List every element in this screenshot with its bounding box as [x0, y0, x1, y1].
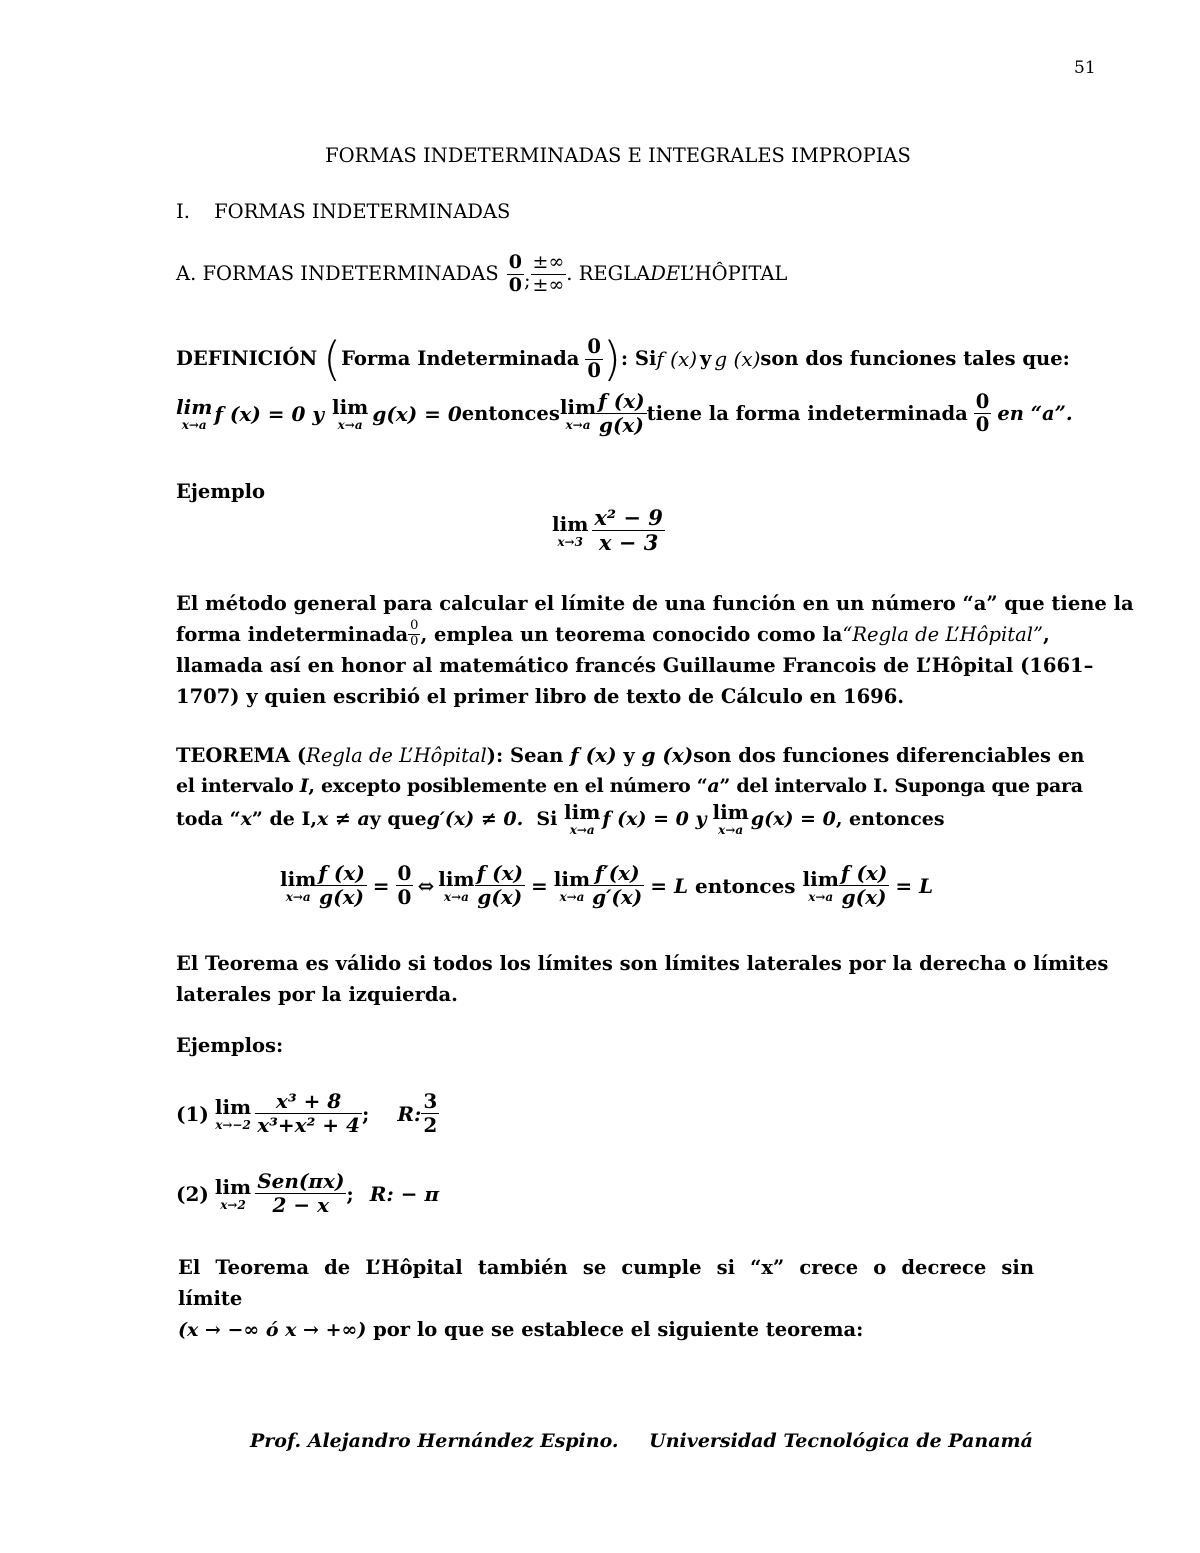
- theorem-label-italic: Regla de L’Hôpital: [306, 744, 487, 767]
- text-span: ,: [1042, 623, 1050, 646]
- limit-operator: lim x→a: [280, 866, 317, 904]
- paragraph-line: El método general para calcular el límite de una función en un número “a” que tiene la: [176, 592, 1134, 615]
- paragraph-line: llamada así en honor al matemático francés Guillaume Francois de L’Hôpital (1661–: [176, 654, 1094, 677]
- definition-tiene: tiene la forma indeterminada: [646, 401, 968, 425]
- text-span: Si: [523, 807, 564, 830]
- limit-operator: lim x→−2: [214, 1094, 252, 1132]
- theorem-y: y: [616, 744, 642, 767]
- limit-operator: lim x→a: [438, 866, 475, 904]
- theorem-block: [176, 740, 1085, 837]
- definition-f: f (x): [656, 347, 698, 371]
- quotient-fraction: $\frac{f (x)}{g(x)}$: [598, 389, 645, 437]
- subsection-heading: [176, 252, 787, 297]
- limit-operator: lim x→3: [552, 511, 589, 549]
- equals-L: = L: [650, 873, 689, 898]
- example-item-2: [176, 1170, 439, 1217]
- limit-operator: lim x→a: [553, 866, 591, 904]
- answer-value: − π: [393, 1181, 440, 1206]
- equals-sign: =: [531, 873, 548, 898]
- paragraph-infinity: [178, 1252, 1048, 1346]
- example-formula: [552, 506, 665, 555]
- definition-line-1: [176, 332, 1070, 386]
- theorem-line-1: [176, 740, 1085, 771]
- limit-expression: g(x) = 0: [750, 807, 836, 830]
- example-index: (2): [176, 1181, 209, 1206]
- subsection-de: DE: [650, 262, 681, 286]
- fraction-zero-zero: $\frac{0}{0}$: [508, 251, 522, 296]
- text-span: toda “: [176, 807, 241, 830]
- limit-expression: g(x) = 0: [372, 401, 462, 426]
- footer: [250, 1430, 1033, 1452]
- definition-rest: son dos funciones tales que:: [760, 347, 1070, 370]
- section-roman: I.: [176, 200, 190, 223]
- fraction-inf-inf: $\frac{\pm\infty}{\pm\infty}$: [532, 251, 565, 296]
- iff-sign: ⇔: [417, 873, 435, 898]
- definition-fraction: $\frac{0}{0}$: [587, 335, 601, 382]
- limit-operator: lim x→a: [564, 800, 601, 837]
- example-index: (1): [176, 1101, 209, 1126]
- text-span: , emplea un teorema conocido como la: [420, 623, 843, 646]
- semicolon: ;: [346, 1181, 354, 1206]
- paragraph-line: laterales por la izquierda.: [176, 983, 458, 1006]
- limit-operator: lim x→a: [712, 800, 749, 837]
- formula-fraction: $\frac{f (x)}{g(x)}$: [840, 861, 888, 909]
- equals-L: = L: [895, 873, 934, 898]
- footer-author: Prof. Alejandro Hernández Espino.: [250, 1430, 619, 1452]
- paren-open: (: [323, 332, 342, 386]
- infinity-condition: (x → −∞ ó x → +∞): [178, 1319, 367, 1341]
- paragraph-line: El Teorema es válido si todos los límites son límites laterales por la derecha o límites: [176, 952, 1109, 975]
- separator: ;: [523, 269, 531, 293]
- formula-fraction: $\frac{f'(x)}{g'(x)}$: [592, 861, 643, 909]
- semicolon: ;: [361, 1101, 370, 1126]
- theorem-line-3: [176, 802, 1034, 836]
- formula-entonces: entonces: [688, 873, 803, 898]
- section-heading: [176, 200, 510, 224]
- text-span: ” de I,: [251, 807, 317, 830]
- subsection-rest: . REGLA: [566, 262, 651, 286]
- limit-expression: f (x) = 0 y: [214, 401, 324, 426]
- paren-close: ): [602, 332, 621, 386]
- rule-name: “Regla de L’Hôpital”: [842, 623, 1043, 646]
- theorem-f: f (x): [570, 743, 617, 767]
- formula-fraction: $\frac{f (x)}{g(x)}$: [476, 861, 524, 909]
- paragraph-method: [176, 588, 1134, 712]
- page-number: 51: [1074, 58, 1096, 78]
- theorem-g: g (x): [641, 743, 694, 767]
- interval-symbol: I: [299, 775, 309, 797]
- definition-g: g (x): [714, 347, 761, 371]
- text-span: ” del intervalo I. Suponga que para: [719, 775, 1083, 797]
- text-span: el intervalo: [176, 775, 300, 797]
- paragraph-laterales: [176, 948, 1109, 1010]
- point-symbol: a: [707, 775, 720, 797]
- limit-operator: lim x→a: [331, 394, 369, 432]
- theorem-label-end: ): Sean: [486, 744, 571, 767]
- paragraph-line: [178, 1314, 1034, 1346]
- paragraph-line: El Teorema de L’Hôpital también se cumple si “x” crece o decrece sin límite: [178, 1256, 1048, 1310]
- limit-operator: lim x→2: [214, 1174, 252, 1212]
- limit-operator: lim x→a: [176, 394, 213, 432]
- limit-operator: lim x→a: [559, 394, 597, 432]
- definition-y: y: [700, 347, 712, 370]
- derivative-condition: g′(x) ≠ 0.: [426, 807, 524, 830]
- text-span: por lo que se establece el siguiente teorema:: [366, 1318, 864, 1341]
- text-span: , entonces: [835, 807, 945, 830]
- definition-line-2: [176, 390, 1073, 437]
- text-span: forma indeterminada: [176, 623, 409, 646]
- formula-fraction: $\frac{0}{0}$: [397, 861, 412, 909]
- text-span: , excepto posiblemente en el número “: [308, 775, 708, 797]
- theorem-label: TEOREMA (: [176, 744, 307, 767]
- zero-over-zero: $\frac{0}{0}$: [975, 389, 990, 436]
- limit-operator: lim x→a: [802, 866, 839, 904]
- footer-institution: Universidad Tecnológica de Panamá: [649, 1430, 1033, 1452]
- answer-label: R:: [369, 1181, 394, 1206]
- answer-label: R:: [397, 1101, 422, 1126]
- definition-after: : Si: [620, 347, 657, 370]
- subsection-prefix: A. FORMAS INDETERMINADAS: [176, 262, 499, 286]
- definition-label: DEFINICIÓN: [176, 347, 318, 370]
- example-fraction: $\frac{\text{Sen(πx)}}{2 - x}$: [257, 1169, 345, 1217]
- definition-paren-text: Forma Indeterminada: [341, 347, 580, 370]
- example-fraction: $\frac{\text{x² − 9}}{x - 3}$: [594, 505, 663, 556]
- paragraph-line: 1707) y quien escribió el primer libro de texto de Cálculo en 1696.: [176, 685, 905, 708]
- definition-en: en “a”.: [997, 401, 1073, 425]
- small-fraction: $\frac{0}{0}$: [410, 618, 419, 649]
- example-fraction: $\frac{\text{x³ + 8}}{\text{x³+x² + 4}}$: [257, 1089, 360, 1137]
- example-label: Ejemplo: [176, 480, 266, 503]
- theorem-l1-rest: son dos funciones diferenciables en: [693, 744, 1085, 767]
- examples-label: Ejemplos:: [176, 1034, 284, 1057]
- theorem-line-2: [176, 771, 1083, 802]
- definition-entonces: entonces: [461, 401, 560, 425]
- section-label: FORMAS INDETERMINADAS: [214, 200, 511, 223]
- limit-expression: f (x) = 0 y: [602, 807, 707, 830]
- page-title: FORMAS INDETERMINADAS E INTEGRALES IMPROPIAS: [325, 144, 911, 167]
- formula-fraction: $\frac{f (x)}{g(x)}$: [318, 861, 365, 909]
- text-span: y que: [369, 807, 427, 830]
- subsection-rest-b: L’HÔPITAL: [680, 262, 788, 286]
- example-item-1: [176, 1090, 439, 1137]
- paragraph-line: [176, 618, 1050, 650]
- var-x: x: [240, 807, 252, 830]
- equals-sign: =: [372, 873, 390, 898]
- answer-fraction: $\frac{3}{2}$: [423, 1089, 438, 1137]
- condition: x ≠ a: [316, 807, 370, 830]
- theorem-formula: [280, 862, 933, 909]
